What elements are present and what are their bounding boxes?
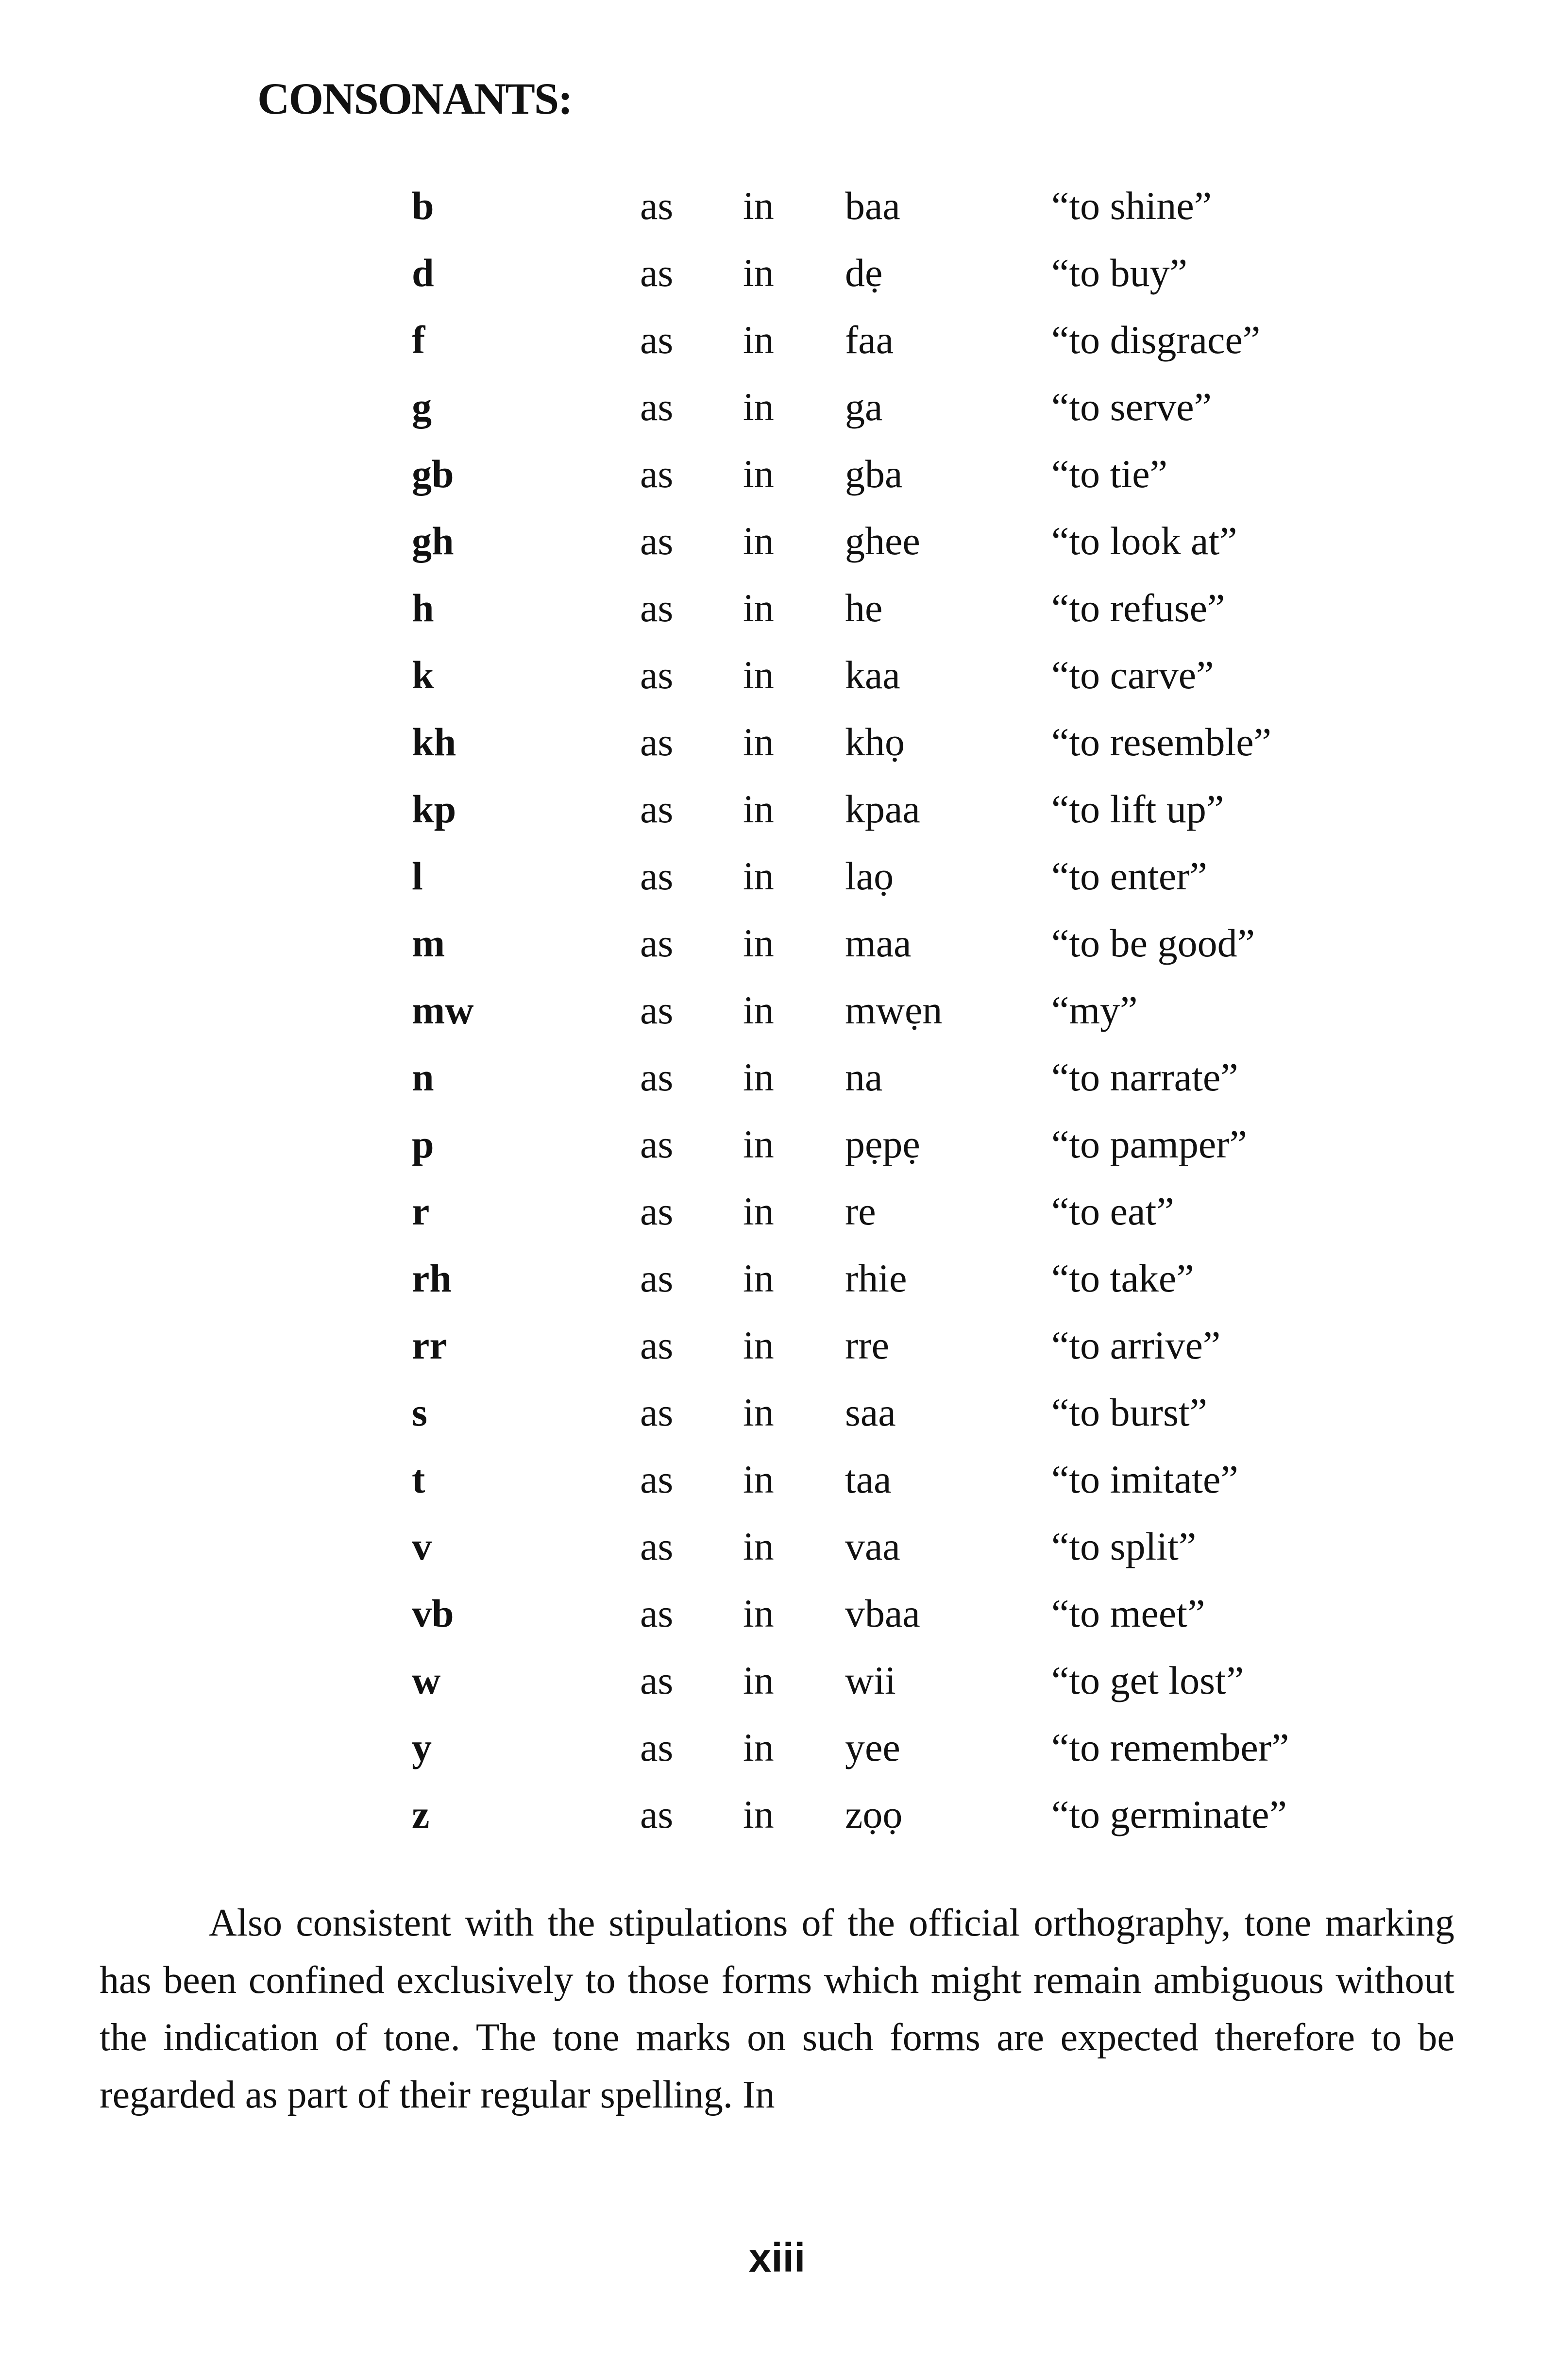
consonant-row [0,1781,1554,1848]
in-word: in [743,1256,774,1300]
example-word: kpaa [845,787,920,831]
consonant-row [0,1647,1554,1714]
consonant-letter: r [412,1189,430,1233]
example-gloss: “to buy” [1051,251,1188,295]
example-word: gba [845,452,903,496]
in-word: in [743,452,774,496]
as-word: as [640,1055,674,1099]
in-word: in [743,519,774,563]
example-gloss: “to germinate” [1051,1792,1287,1836]
consonant-letter: b [412,184,434,228]
in-word: in [743,1725,774,1769]
in-word: in [743,251,774,295]
consonant-letter: n [412,1055,434,1099]
as-word: as [640,1725,674,1769]
as-word: as [640,653,674,697]
as-word: as [640,787,674,831]
consonant-letter: v [412,1524,432,1568]
consonant-letter: rr [412,1323,447,1367]
consonant-letter: gb [412,452,454,496]
in-word: in [743,988,774,1032]
consonant-row [0,1513,1554,1580]
as-word: as [640,586,674,630]
example-word: ga [845,385,883,429]
in-word: in [743,653,774,697]
as-word: as [640,385,674,429]
example-word: rhie [845,1256,907,1300]
example-gloss: “to split” [1051,1524,1197,1568]
example-word: faa [845,318,894,362]
example-gloss: “to resemble” [1051,720,1272,764]
example-word: baa [845,184,900,228]
consonant-row [0,441,1554,508]
consonant-row [0,1714,1554,1781]
consonant-letter: s [412,1390,427,1434]
in-word: in [743,921,774,965]
consonant-letter: m [412,921,445,965]
consonant-row [0,977,1554,1044]
example-word: na [845,1055,883,1099]
example-word: rre [845,1323,890,1367]
as-word: as [640,184,674,228]
consonant-letter: f [412,318,425,362]
as-word: as [640,519,674,563]
example-gloss: “to get lost” [1051,1658,1244,1702]
as-word: as [640,1591,674,1635]
as-word: as [640,988,674,1032]
as-word: as [640,1792,674,1836]
example-gloss: “to meet” [1051,1591,1205,1635]
example-word: ghee [845,519,920,563]
as-word: as [640,1390,674,1434]
example-gloss: “to refuse” [1051,586,1225,630]
in-word: in [743,1189,774,1233]
example-word: dẹ [845,251,883,295]
section-heading: CONSONANTS: [257,74,572,123]
in-word: in [743,1524,774,1568]
example-word: pẹpẹ [845,1122,920,1166]
consonant-row [0,1379,1554,1446]
consonant-letter: k [412,653,434,697]
consonant-letter: d [412,251,434,295]
consonant-row [0,374,1554,441]
example-gloss: “to arrive” [1051,1323,1221,1367]
consonant-row [0,709,1554,776]
example-gloss: “to disgrace” [1051,318,1261,362]
consonant-letter: p [412,1122,434,1166]
example-word: saa [845,1390,896,1434]
consonant-letter: kp [412,787,456,831]
consonant-letter: g [412,385,432,429]
as-word: as [640,1658,674,1702]
example-word: maa [845,921,912,965]
example-gloss: “to narrate” [1051,1055,1238,1099]
example-gloss: “to be good” [1051,921,1255,965]
example-gloss: “to serve” [1051,385,1212,429]
example-word: zọọ [845,1792,903,1836]
consonant-row [0,1111,1554,1178]
consonant-row [0,1446,1554,1513]
example-word: vaa [845,1524,900,1568]
consonant-row [0,843,1554,910]
in-word: in [743,1122,774,1166]
in-word: in [743,586,774,630]
in-word: in [743,318,774,362]
in-word: in [743,720,774,764]
example-gloss: “to pamper” [1051,1122,1247,1166]
consonant-row [0,575,1554,642]
consonant-row [0,910,1554,977]
as-word: as [640,1323,674,1367]
consonant-letter: w [412,1658,441,1702]
consonant-row [0,642,1554,709]
example-gloss: “to take” [1051,1256,1194,1300]
consonant-letter: l [412,854,423,898]
consonant-letter: vb [412,1591,454,1635]
as-word: as [640,720,674,764]
example-gloss: “to enter” [1051,854,1207,898]
example-gloss: “to tie” [1051,452,1168,496]
example-gloss: “to lift up” [1051,787,1224,831]
in-word: in [743,1457,774,1501]
consonant-row [0,508,1554,575]
in-word: in [743,787,774,831]
example-word: mwẹn [845,988,943,1032]
in-word: in [743,385,774,429]
in-word: in [743,1323,774,1367]
as-word: as [640,921,674,965]
example-gloss: “to remember” [1051,1725,1289,1769]
consonant-letter: h [412,586,434,630]
example-gloss: “to eat” [1051,1189,1174,1233]
example-word: vbaa [845,1591,920,1635]
consonant-letter: mw [412,988,474,1032]
consonant-row [0,306,1554,374]
in-word: in [743,1591,774,1635]
example-gloss: “to shine” [1051,184,1212,228]
as-word: as [640,452,674,496]
consonant-letter: kh [412,720,456,764]
example-word: re [845,1189,876,1233]
example-word: yee [845,1725,900,1769]
in-word: in [743,1658,774,1702]
as-word: as [640,1122,674,1166]
consonant-letter: rh [412,1256,452,1300]
consonant-row [0,172,1554,239]
example-word: wii [845,1658,896,1702]
consonant-row [0,239,1554,306]
consonant-row [0,1178,1554,1245]
page-number: xiii [748,2235,806,2280]
body-paragraph: Also consistent with the stipulations of the official orthography, tone marking has been confined exclusively to those forms which might remain ambiguous without the indication of tone. The tone marks on such forms are expected therefore to be regarded as part of their regular spelling. In [100,1902,1454,2116]
consonant-letter: z [412,1792,430,1836]
in-word: in [743,1792,774,1836]
consonant-row [0,1580,1554,1647]
in-word: in [743,1390,774,1434]
example-gloss: “to imitate” [1051,1457,1238,1501]
example-gloss: “my” [1051,988,1138,1032]
consonant-letter: t [412,1457,425,1501]
example-word: laọ [845,854,894,898]
as-word: as [640,1524,674,1568]
example-word: kaa [845,653,900,697]
consonant-letter: y [412,1725,432,1769]
consonant-row [0,1044,1554,1111]
in-word: in [743,854,774,898]
example-gloss: “to carve” [1051,653,1214,697]
as-word: as [640,1457,674,1501]
consonant-row [0,1312,1554,1379]
as-word: as [640,318,674,362]
in-word: in [743,1055,774,1099]
in-word: in [743,184,774,228]
example-gloss: “to look at” [1051,519,1237,563]
as-word: as [640,1189,674,1233]
example-word: taa [845,1457,892,1501]
example-word: he [845,586,883,630]
example-gloss: “to burst” [1051,1390,1208,1434]
consonant-letter: gh [412,519,454,563]
consonant-row [0,776,1554,843]
as-word: as [640,251,674,295]
as-word: as [640,1256,674,1300]
consonant-row [0,1245,1554,1312]
example-word: khọ [845,720,905,764]
as-word: as [640,854,674,898]
